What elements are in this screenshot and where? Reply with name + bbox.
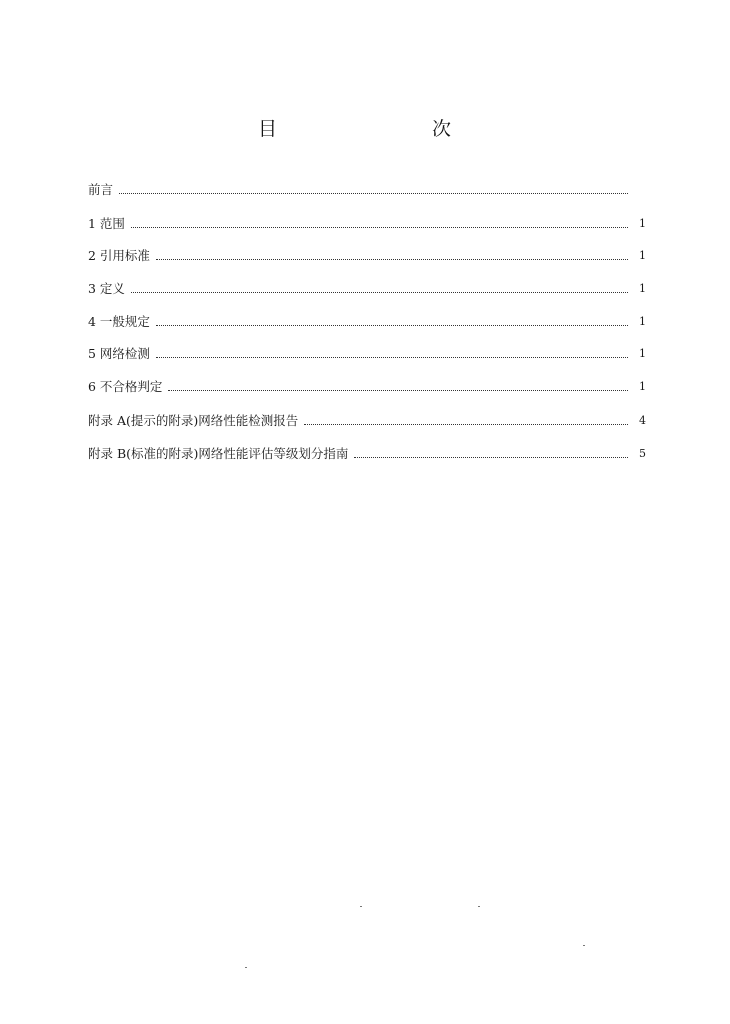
toc-entry-label: 5 网络检测 xyxy=(88,346,150,361)
toc-entry-network-testing[interactable] xyxy=(88,344,646,362)
toc-entry-page: 1 xyxy=(639,249,646,262)
toc-entry-label: 3 定义 xyxy=(88,281,125,296)
toc-entry-page: 1 xyxy=(639,217,646,230)
scan-speck xyxy=(478,906,480,907)
toc-leader-dots xyxy=(131,291,628,293)
scan-speck xyxy=(360,906,362,907)
toc-entry-nonconformity[interactable] xyxy=(88,377,646,395)
scan-speck xyxy=(245,967,247,968)
toc-entry-label: 2 引用标准 xyxy=(88,248,150,263)
toc-entry-label: 6 不合格判定 xyxy=(88,379,163,394)
toc-leader-dots xyxy=(304,423,628,425)
toc-entry-references[interactable] xyxy=(88,246,646,264)
toc-entry-page: 1 xyxy=(639,315,646,328)
toc-entry-label: 前言 xyxy=(88,182,114,197)
toc-leader-dots xyxy=(354,456,628,458)
toc-entry-appendix-b[interactable] xyxy=(88,444,646,462)
toc-heading-char-1: 目 xyxy=(258,118,278,140)
scan-speck xyxy=(583,945,585,946)
toc-leader-dots xyxy=(168,389,628,391)
toc-entry-page: 4 xyxy=(639,414,646,427)
toc-leader-dots xyxy=(156,258,628,260)
toc-entry-scope[interactable] xyxy=(88,214,646,232)
toc-entry-label: 附录 B(标准的附录)网络性能评估等级划分指南 xyxy=(88,446,349,461)
toc-entry-page: 1 xyxy=(639,282,646,295)
toc-entry-foreword[interactable] xyxy=(88,180,646,198)
toc-leader-dots xyxy=(131,226,628,228)
toc-entry-page: 5 xyxy=(639,447,646,460)
toc-entry-page: 1 xyxy=(639,380,646,393)
toc-entry-page: 1 xyxy=(639,347,646,360)
toc-entry-label: 1 范围 xyxy=(88,216,125,231)
toc-leader-dots xyxy=(156,356,628,358)
toc-heading-char-2: 次 xyxy=(432,118,452,140)
toc-entry-general-rules[interactable] xyxy=(88,312,646,330)
toc-entry-definitions[interactable] xyxy=(88,279,646,297)
toc-entry-appendix-a[interactable] xyxy=(88,411,646,429)
toc-entry-label: 4 一般规定 xyxy=(88,314,150,329)
toc-entry-label: 附录 A(提示的附录)网络性能检测报告 xyxy=(88,413,299,428)
toc-leader-dots xyxy=(119,192,628,194)
toc-leader-dots xyxy=(156,324,628,326)
